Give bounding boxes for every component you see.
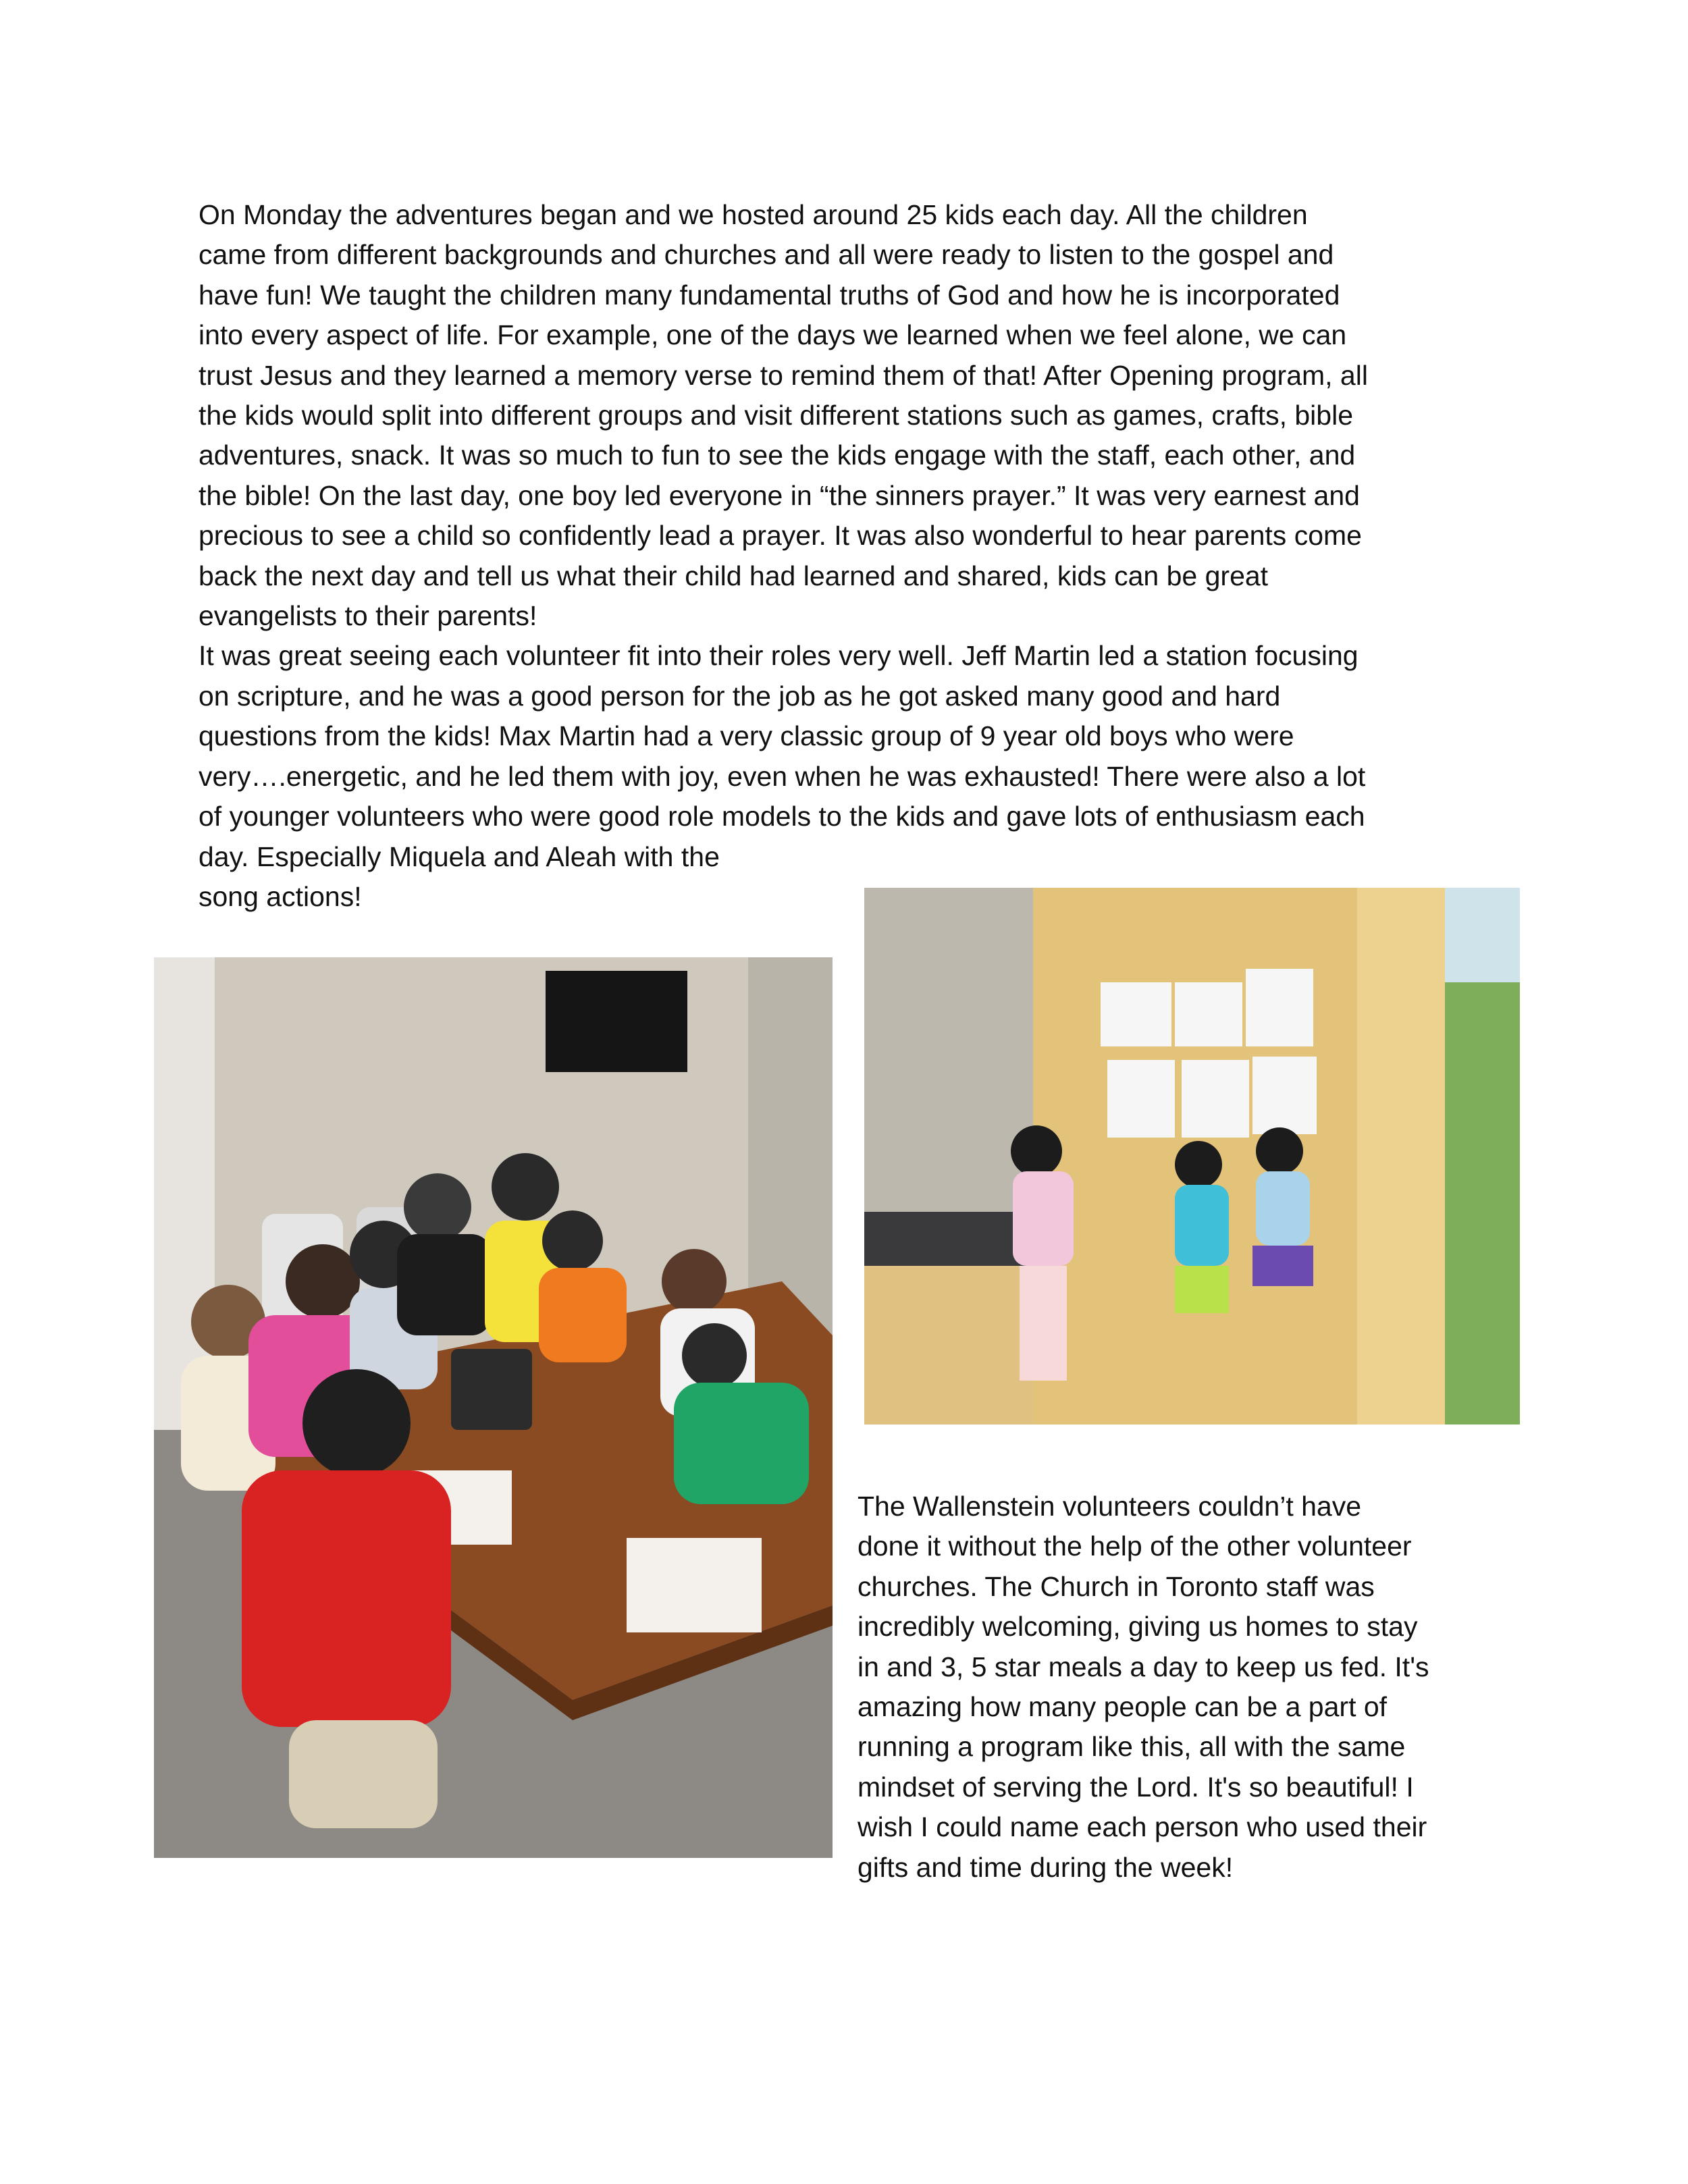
- text-line: came from different backgrounds and churches and all were ready to listen to the gospel and: [199, 239, 1334, 271]
- text-line: wish I could name each person who used their: [858, 1811, 1427, 1843]
- text-line: back the next day and tell us what their child had learned and shared, kids can be great: [199, 560, 1269, 591]
- photo-kids-at-table-illustration: [154, 957, 833, 1858]
- text-line: adventures, snack. It was so much to fun to see the kids engage with the staff, each other, and: [199, 440, 1356, 471]
- text-line: amazing how many people can be a part of: [858, 1691, 1388, 1723]
- text-line: day. Especially Miquela and Aleah with the: [199, 841, 720, 872]
- side-text-block: [858, 1487, 1429, 1888]
- text-line: mindset of serving the Lord. It's so beautiful! I: [858, 1771, 1414, 1803]
- text-line: trust Jesus and they learned a memory verse to remind them of that! After Opening program, all: [199, 359, 1368, 391]
- text-line: running a program like this, all with the same: [858, 1731, 1406, 1763]
- text-line: very….energetic, and he led them with joy, even when he was exhausted! There were also a lot: [199, 760, 1366, 792]
- photo-kids-at-table: [154, 957, 833, 1858]
- text-line: the bible! On the last day, one boy led everyone in “the sinners prayer.” It was very earnest and: [199, 479, 1360, 511]
- text-line: in and 3, 5 star meals a day to keep us fed. It's: [858, 1651, 1429, 1682]
- text-line: the kids would split into different groups and visit different stations such as games, crafts, bible: [199, 400, 1354, 431]
- photo-kids-by-wall: [864, 888, 1520, 1424]
- text-line: have fun! We taught the children many fundamental truths of God and how he is incorporated: [199, 279, 1340, 311]
- text-line: incredibly welcoming, giving us homes to stay: [858, 1611, 1418, 1643]
- text-line: It was great seeing each volunteer fit into their roles very well. Jeff Martin led a station focusing: [199, 640, 1359, 672]
- main-text-block: [199, 195, 1368, 917]
- text-line: churches. The Church in Toronto staff was: [858, 1570, 1375, 1602]
- text-line: gifts and time during the week!: [858, 1851, 1234, 1883]
- text-line: On Monday the adventures began and we hosted around 25 kids each day. All the children: [199, 199, 1308, 230]
- text-line: The Wallenstein volunteers couldn’t have: [858, 1491, 1362, 1522]
- text-line: song actions!: [199, 880, 362, 912]
- text-line: of younger volunteers who were good role models to the kids and gave lots of enthusiasm each: [199, 801, 1365, 832]
- text-line: done it without the help of the other volunteer: [858, 1530, 1412, 1562]
- text-line: into every aspect of life. For example, one of the days we learned when we feel alone, we can: [199, 319, 1347, 351]
- photo-kids-by-wall-illustration: [864, 888, 1520, 1424]
- text-line: on scripture, and he was a good person for the job as he got asked many good and hard: [199, 680, 1281, 712]
- text-line: precious to see a child so confidently lead a prayer. It was also wonderful to hear parents come: [199, 520, 1362, 552]
- text-line: evangelists to their parents!: [199, 600, 537, 632]
- text-line: questions from the kids! Max Martin had a very classic group of 9 year old boys who were: [199, 720, 1294, 752]
